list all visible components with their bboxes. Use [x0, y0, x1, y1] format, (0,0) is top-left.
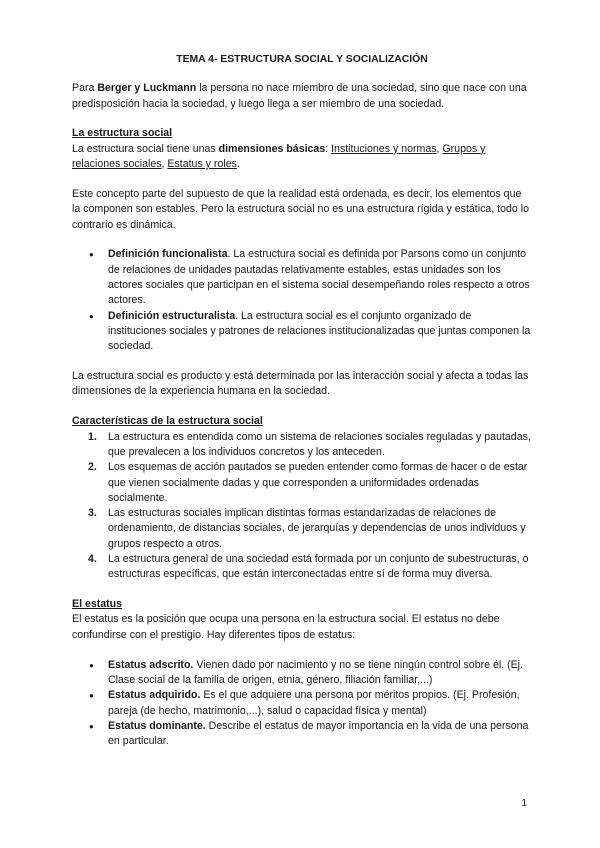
- dim-bold: dimensiones básicas: [218, 142, 326, 155]
- estatus-paragraph: El estatus es la posición que ocupa una persona en la estructura social. El estatus no debe confundirse con el prestigio. Hay diferentes tipos de estatus:: [72, 613, 500, 641]
- concept-paragraph: Este concepto parte del supuesto de que la realidad está ordenada, es decir, los elementos que la componen son estables. Pero la estructura social no es una estructura rígida y estática, todo lo: [72, 187, 529, 216]
- dim-sep2: ,: [161, 158, 168, 171]
- item-text: Las estructuras sociales implican distintas formas estandarizadas de relaciones de ordenamiento, de distancias sociales, de jerarquías y dependencias de unos individuos y grupos respecto a otros.: [108, 507, 526, 550]
- intro-pre: Para: [72, 82, 98, 95]
- section-heading-estructura: La estructura social: [72, 127, 173, 140]
- item-number: 3.: [88, 507, 97, 520]
- item-text: Los esquemas de acción pautados se pueden entender como formas de hacer o de estar que vienen socialmente dadas y que corresponden a uniformidades ordenadas socialmente.: [108, 461, 528, 504]
- characteristics-list: [72, 430, 532, 583]
- list-item: [108, 719, 532, 750]
- bullet-term: Estatus dominante.: [108, 719, 206, 732]
- item-text: La estructura es entendida como un sistema de relaciones sociales reguladas y pautadas, que prevalecen a los individuos concretos y los anteceden.: [108, 430, 531, 458]
- dimension-grupos: Grupos y relaciones sociales: [72, 142, 486, 171]
- item-text: La estructura general de una sociedad está formada por un conjunto de subestructuras, o estructuras específicas, que están interconectadas entre sí de forma muy diversa.: [108, 552, 529, 581]
- intro-paragraph: [72, 81, 532, 112]
- list-item: [108, 688, 532, 719]
- page-title: TEMA 4- ESTRUCTURA SOCIAL Y SOCIALIZACIÓN: [176, 54, 428, 65]
- bullet-term: Definición estructuralista: [108, 309, 236, 322]
- list-item: [88, 552, 532, 583]
- dimension-estatus: Estatus y roles: [167, 158, 237, 171]
- intro-post: la persona no nace miembro de una sociedad, sino que nace con una predisposición hacia la sociedad, y luego llega a ser miembro de una sociedad.: [72, 82, 527, 110]
- list-item: [88, 460, 532, 506]
- concept-paragraph-cont: contrario es dinámica.: [72, 218, 176, 231]
- bullet-text: Describe el estatus de mayor importancia en la vida de una persona en particular.: [108, 719, 529, 748]
- list-item: [108, 658, 532, 689]
- page-number: 1: [521, 798, 527, 809]
- bullet-text: Vienen dado por nacimiento y no se tiene ningún control sobre él. (Ej. Clase social de la familia de origen, etnia, género, filiación familiar,...): [108, 658, 523, 686]
- bullet-text: . La estructura social es el conjunto organizado de instituciones sociales y patrones de relaciones institucionalizadas que juntas componen la sociedad.: [108, 309, 531, 353]
- dim-end: .: [236, 158, 240, 171]
- bullet-text: . La estructura social es definida por Parsons como un conjunto de relaciones de unidades pautadas relativamente estables, estas unidades son los actores sociales que participan en el sistema social desempeñando roles respecto a otros actores.: [108, 248, 530, 307]
- item-number: 1.: [88, 430, 97, 443]
- dim-pre: La estructura social tiene unas: [72, 142, 219, 155]
- item-number: 2.: [88, 461, 97, 474]
- dimensions-paragraph: [72, 142, 532, 173]
- bullet-term: Estatus adscrito.: [108, 658, 194, 671]
- product-paragraph: La estructura social es producto y está determinada por las interacción social y afecta a todas las dimensiones de la experiencia humana en la sociedad.: [72, 370, 529, 398]
- definitions-list: [72, 247, 532, 354]
- list-item: [88, 430, 532, 461]
- section-heading-caracteristicas: Características de la estructura social: [72, 415, 263, 428]
- item-number: 4.: [88, 552, 97, 565]
- dimension-instituciones: Instituciones y normas: [331, 142, 437, 155]
- bullet-term: Estatus adquirido.: [108, 689, 201, 702]
- document-page: [72, 52, 532, 749]
- section-heading-estatus: El estatus: [72, 598, 123, 611]
- bullet-text: Es el que adquiere una persona por méritos propios. (Ej. Profesión, pareja (de hecho, matrimonio,...), salud o capacidad física y mental): [108, 689, 520, 717]
- intro-authors: Berger y Luckmann: [97, 82, 197, 95]
- list-item: [88, 506, 532, 552]
- dim-colon: :: [325, 142, 332, 155]
- list-item: [108, 309, 532, 355]
- list-item: [108, 247, 532, 308]
- dim-sep1: ,: [436, 142, 443, 155]
- estatus-list: [72, 658, 532, 750]
- bullet-term: Definición funcionalista: [108, 248, 228, 261]
